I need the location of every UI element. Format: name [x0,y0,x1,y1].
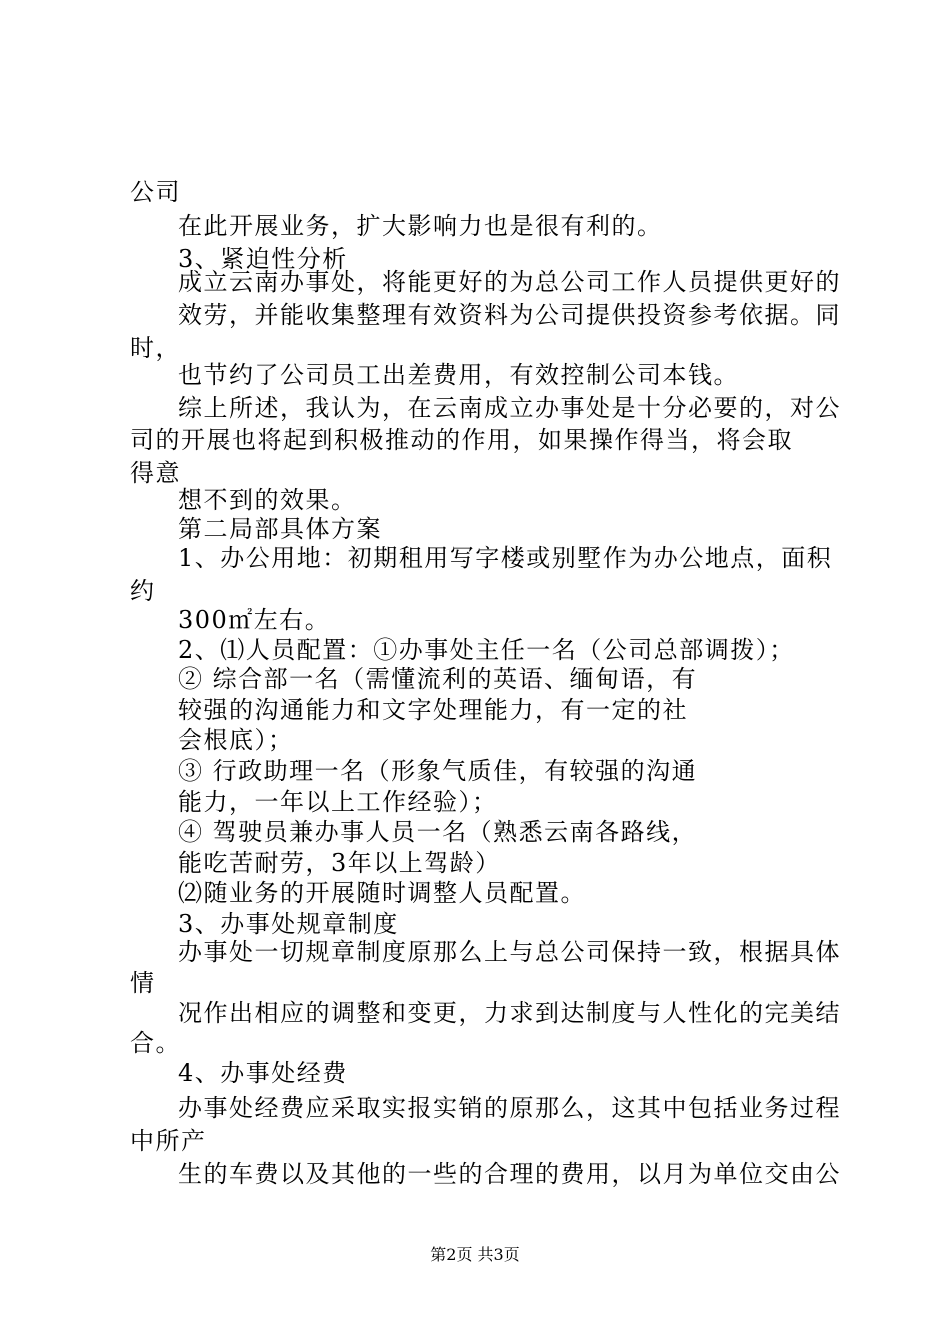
section-heading: 3、办事处规章制度 [178,910,399,938]
text-line: 2、⑴人员配置：①办事处主任一名（公司总部调拨）； [178,636,795,664]
text-line: 会根底）； [178,726,294,754]
text-line: 1、办公用地：初期租用写字楼或别墅作为办公地点，面积 [178,544,833,572]
text-line: 综上所述，我认为，在云南成立办事处是十分必要的，对公 [178,394,841,422]
text-line: 况作出相应的调整和变更，力求到达制度与人性化的完美结 [178,999,841,1027]
text-line: ③ 行政助理一名（形象气质佳，有较强的沟通 [178,757,698,785]
text-line: 得意 [130,459,181,487]
text-line: 能力，一年以上工作经验）； [178,788,498,816]
section-heading: 3、紧迫性分析 [178,245,348,273]
text-line: 效劳，并能收集整理有效资料为公司提供投资参考依据。同 [178,301,841,329]
text-line: 时， [130,334,181,362]
text-line: 300㎡左右。 [178,606,331,634]
text-line: 生的车费以及其他的一些的合理的费用，以月为单位交由公 [178,1160,841,1188]
text-line: 合。 [130,1029,181,1057]
text-line: 能吃苦耐劳，3年以上驾龄） [178,849,501,877]
section-heading: 第二局部具体方案 [178,515,382,543]
text-line: 在此开展业务，扩大影响力也是很有利的。 [178,212,663,240]
text-line: 办事处一切规章制度原那么上与总公司保持一致，根据具体 [178,938,841,966]
text-line: 也节约了公司员工出差费用，有效控制公司本钱。 [178,361,739,389]
text-line: 成立云南办事处，将能更好的为总公司工作人员提供更好的 [178,268,841,296]
text-line: 司的开展也将起到积极推动的作用，如果操作得当，将会取 [130,426,793,454]
text-line: ⑵随业务的开展随时调整人员配置。 [178,879,586,907]
text-line: 想不到的效果。 [178,486,357,514]
text-line: 办事处经费应采取实报实销的原那么，这其中包括业务过程 [178,1094,841,1122]
text-line: 中所产 [130,1127,207,1155]
text-line: 较强的沟通能力和文字处理能力，有一定的社 [178,696,688,724]
text-line: 约 [130,577,156,605]
page-number-footer: 第2页 共3页 [430,1245,520,1264]
text-line: ② 综合部一名（需懂流利的英语、缅甸语，有 [178,665,698,693]
text-line: 情 [130,969,156,997]
text-line: ④ 驾驶员兼办事人员一名（熟悉云南各路线， [178,818,698,846]
section-heading: 4、办事处经费 [178,1059,348,1087]
text-line: 公司 [130,178,181,206]
